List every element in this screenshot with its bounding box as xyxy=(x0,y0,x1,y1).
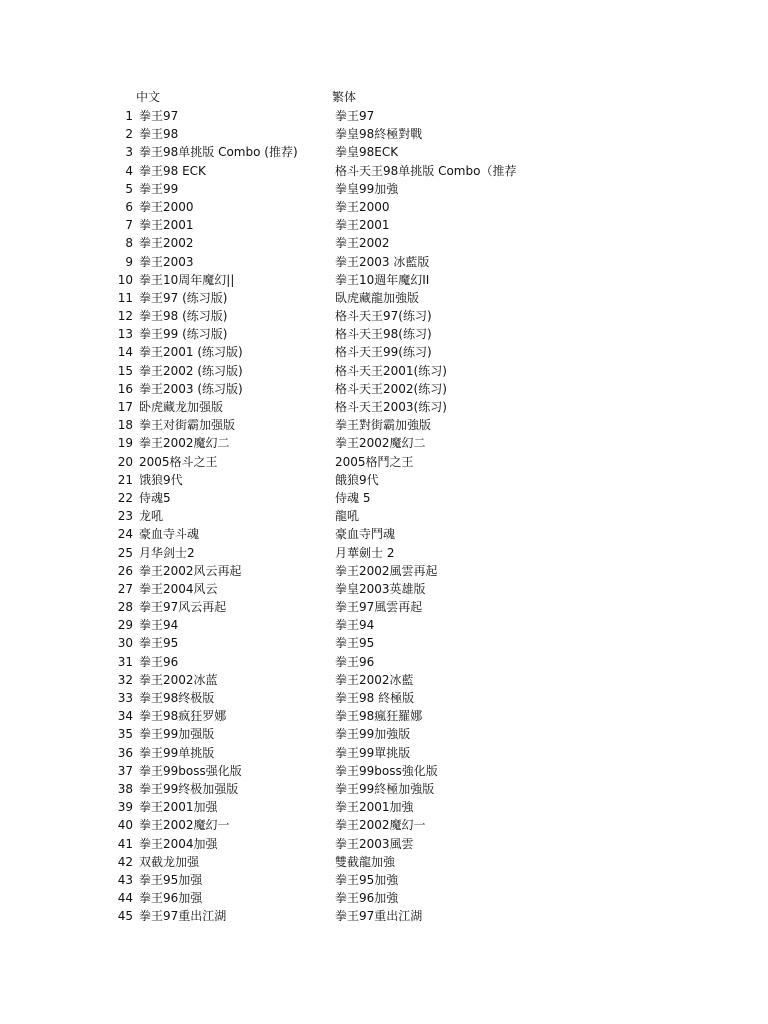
table-row xyxy=(0,562,768,580)
row-number: 14 xyxy=(117,345,133,360)
traditional-title: 拳皇98ECK xyxy=(335,145,399,160)
simplified-title: 拳王95 xyxy=(139,636,179,651)
simplified-title: 拳王2002风云再起 xyxy=(139,563,242,578)
table-row xyxy=(0,362,768,380)
traditional-title: 拳王95 xyxy=(335,636,375,651)
simplified-title: 拳王98终极版 xyxy=(139,691,215,705)
simplified-title: 拳王2002魔幻一 xyxy=(139,818,230,833)
traditional-title: 拳王2002魔幻一 xyxy=(335,818,426,833)
simplified-title: 拳王97重出江湖 xyxy=(139,909,227,924)
table-row xyxy=(0,453,768,471)
header-traditional: 繁体 xyxy=(332,90,357,104)
table-row xyxy=(0,853,768,871)
row-number: 8 xyxy=(125,236,133,251)
simplified-title: 拳王2003 (练习版) xyxy=(139,381,243,396)
table-row xyxy=(0,616,768,634)
table-row xyxy=(0,416,768,434)
simplified-title: 拳王97 xyxy=(139,109,179,123)
row-number: 24 xyxy=(117,527,133,542)
table-row xyxy=(0,725,768,743)
simplified-title: 拳王2001 xyxy=(139,218,194,233)
simplified-title: 拳王99加强版 xyxy=(139,727,215,742)
game-list xyxy=(0,107,768,925)
row-number: 17 xyxy=(117,400,133,414)
simplified-title: 拳王2004加强 xyxy=(139,836,218,851)
traditional-title: 龍吼 xyxy=(335,509,360,524)
table-row xyxy=(0,507,768,525)
traditional-title: 拳王2003 冰藍版 xyxy=(335,254,430,269)
row-number: 21 xyxy=(117,472,133,487)
traditional-title: 格斗天王98单挑版 Combo（推荐 xyxy=(335,163,517,178)
simplified-title: 拳王2001加强 xyxy=(139,800,218,815)
row-number: 32 xyxy=(117,672,133,687)
row-number: 13 xyxy=(117,327,133,342)
table-row xyxy=(0,707,768,725)
row-number: 11 xyxy=(117,290,133,305)
table-row xyxy=(0,398,768,416)
table-row xyxy=(0,580,768,598)
traditional-title: 拳王97 xyxy=(335,109,375,123)
row-number: 25 xyxy=(117,545,133,560)
table-row xyxy=(0,798,768,816)
traditional-title: 拳王97風雲再起 xyxy=(335,600,423,615)
table-row xyxy=(0,671,768,689)
traditional-title: 拳王2002魔幻二 xyxy=(335,436,426,451)
simplified-title: 双截龙加强 xyxy=(139,854,200,869)
traditional-title: 拳王96加強 xyxy=(335,891,399,906)
row-number: 38 xyxy=(117,781,133,796)
row-number: 4 xyxy=(125,163,133,178)
traditional-title: 拳皇99加強 xyxy=(335,181,399,196)
traditional-title: 拳王2002冰藍 xyxy=(335,672,414,687)
table-row xyxy=(0,816,768,834)
row-number: 19 xyxy=(117,436,133,451)
row-number: 1 xyxy=(125,109,133,123)
table-row xyxy=(0,762,768,780)
traditional-title: 拳王2001 xyxy=(335,218,390,233)
row-number: 20 xyxy=(117,454,133,469)
simplified-title: 拳王96加强 xyxy=(139,891,203,906)
table-row xyxy=(0,434,768,452)
row-number: 7 xyxy=(125,218,133,233)
row-number: 16 xyxy=(117,381,133,396)
table-row xyxy=(0,380,768,398)
traditional-title: 拳王2003風雲 xyxy=(335,836,414,851)
table-row xyxy=(0,907,768,925)
traditional-title: 格斗天王2003(练习) xyxy=(335,400,447,414)
simplified-title: 拳王96 xyxy=(139,654,179,669)
traditional-title: 拳王96 xyxy=(335,654,375,669)
row-number: 45 xyxy=(117,909,133,924)
simplified-title: 月华剑士2 xyxy=(139,545,195,560)
traditional-title: 拳王2002 xyxy=(335,236,390,251)
table-row xyxy=(0,471,768,489)
traditional-title: 豪血寺鬥魂 xyxy=(335,527,396,542)
traditional-title: 格斗天王97(练习) xyxy=(335,309,432,324)
row-number: 26 xyxy=(117,563,133,578)
simplified-title: 拳王对街霸加强版 xyxy=(139,418,236,433)
simplified-title: 拳王98单挑版 Combo (推荐) xyxy=(139,145,298,160)
row-number: 2 xyxy=(125,127,133,142)
table-row xyxy=(0,780,768,798)
row-number: 10 xyxy=(117,272,133,287)
traditional-title: 拳王2001加強 xyxy=(335,800,414,815)
simplified-title: 豪血寺斗魂 xyxy=(139,527,200,542)
table-row xyxy=(0,325,768,343)
traditional-title: 拳王99boss強化版 xyxy=(335,763,438,778)
traditional-title: 雙截龍加強 xyxy=(335,854,396,869)
table-row xyxy=(0,253,768,271)
row-number: 33 xyxy=(117,691,133,705)
row-number: 9 xyxy=(125,254,133,269)
simplified-title: 拳王99 xyxy=(139,181,179,196)
row-number: 22 xyxy=(117,490,133,505)
traditional-title: 拳皇2003英雄版 xyxy=(335,581,426,596)
header-simplified: 中文 xyxy=(136,90,161,104)
row-number: 34 xyxy=(117,709,133,724)
row-number: 30 xyxy=(117,636,133,651)
row-number: 5 xyxy=(125,181,133,196)
traditional-title: 拳皇98終極對戰 xyxy=(335,127,423,142)
table-row xyxy=(0,234,768,252)
table-row xyxy=(0,107,768,125)
traditional-title: 格斗天王2002(练习) xyxy=(335,381,447,396)
table-row xyxy=(0,125,768,143)
row-number: 3 xyxy=(125,145,133,160)
table-row xyxy=(0,198,768,216)
simplified-title: 龙吼 xyxy=(139,509,164,524)
simplified-title: 侍魂5 xyxy=(139,490,171,505)
table-row xyxy=(0,307,768,325)
simplified-title: 拳王99单挑版 xyxy=(139,745,215,760)
simplified-title: 饿狼9代 xyxy=(139,472,183,487)
row-number: 43 xyxy=(117,872,133,887)
row-number: 12 xyxy=(117,309,133,324)
row-number: 36 xyxy=(117,745,133,760)
traditional-title: 拳王99加強版 xyxy=(335,727,411,742)
row-number: 29 xyxy=(117,618,133,633)
traditional-title: 格斗天王98(练习) xyxy=(335,327,432,342)
traditional-title: 拳王99單挑版 xyxy=(335,745,411,760)
simplified-title: 拳王95加强 xyxy=(139,872,203,887)
table-row xyxy=(0,544,768,562)
table-row xyxy=(0,871,768,889)
simplified-title: 拳王98疯狂罗娜 xyxy=(139,709,227,724)
traditional-title: 拳王2002風雲再起 xyxy=(335,563,438,578)
simplified-title: 拳王10周年魔幻|| xyxy=(139,272,235,287)
table-row xyxy=(0,689,768,707)
row-number: 27 xyxy=(117,581,133,596)
traditional-title: 拳王10週年魔幻II xyxy=(335,272,430,287)
simplified-title: 卧虎藏龙加强版 xyxy=(139,400,224,414)
table-row xyxy=(0,889,768,907)
simplified-title: 拳王2002魔幻二 xyxy=(139,436,230,451)
simplified-title: 拳王2002冰蓝 xyxy=(139,672,218,687)
traditional-title: 拳王99終極加強版 xyxy=(335,781,435,796)
simplified-title: 拳王98 (练习版) xyxy=(139,309,228,324)
traditional-title: 拳王98 終極版 xyxy=(335,691,415,705)
traditional-title: 拳王97重出江湖 xyxy=(335,909,423,924)
traditional-title: 格斗天王2001(练习) xyxy=(335,363,447,378)
simplified-title: 拳王2002 xyxy=(139,236,194,251)
table-row xyxy=(0,634,768,652)
table-row xyxy=(0,653,768,671)
row-number: 40 xyxy=(117,818,133,833)
traditional-title: 拳王95加強 xyxy=(335,872,399,887)
simplified-title: 拳王2003 xyxy=(139,254,194,269)
row-number: 28 xyxy=(117,600,133,615)
table-row xyxy=(0,525,768,543)
simplified-title: 拳王2004风云 xyxy=(139,581,218,596)
row-number: 35 xyxy=(117,727,133,742)
simplified-title: 拳王99boss强化版 xyxy=(139,763,242,778)
row-number: 42 xyxy=(117,854,133,869)
row-number: 44 xyxy=(117,891,133,906)
traditional-title: 拳王98瘋狂羅娜 xyxy=(335,709,423,724)
table-row xyxy=(0,343,768,361)
table-row xyxy=(0,143,768,161)
traditional-title: 臥虎藏龍加強版 xyxy=(335,290,420,305)
traditional-title: 月華劍士 2 xyxy=(335,545,395,560)
table-row xyxy=(0,744,768,762)
row-number: 37 xyxy=(117,763,133,778)
row-number: 23 xyxy=(117,509,133,524)
simplified-title: 拳王97风云再起 xyxy=(139,600,227,615)
simplified-title: 拳王2001 (练习版) xyxy=(139,345,243,360)
simplified-title: 拳王2002 (练习版) xyxy=(139,363,243,378)
table-row xyxy=(0,162,768,180)
row-number: 39 xyxy=(117,800,133,815)
simplified-title: 拳王97 (练习版) xyxy=(139,290,228,305)
table-row xyxy=(0,489,768,507)
traditional-title: 侍魂 5 xyxy=(335,490,371,505)
simplified-title: 拳王98 xyxy=(139,127,179,142)
row-number: 15 xyxy=(117,363,133,378)
simplified-title: 拳王94 xyxy=(139,618,179,633)
table-row xyxy=(0,598,768,616)
simplified-title: 拳王99终极加强版 xyxy=(139,781,239,796)
row-number: 6 xyxy=(125,199,133,214)
traditional-title: 格斗天王99(练习) xyxy=(335,345,432,360)
traditional-title: 餓狼9代 xyxy=(335,472,379,487)
simplified-title: 2005格斗之王 xyxy=(139,454,218,469)
table-row xyxy=(0,216,768,234)
simplified-title: 拳王99 (练习版) xyxy=(139,327,228,342)
row-number: 41 xyxy=(117,836,133,851)
traditional-title: 拳王對街霸加強版 xyxy=(335,418,432,433)
table-row xyxy=(0,271,768,289)
row-number: 31 xyxy=(117,654,133,669)
traditional-title: 拳王2000 xyxy=(335,199,390,214)
row-number: 18 xyxy=(117,418,133,433)
simplified-title: 拳王2000 xyxy=(139,199,194,214)
traditional-title: 拳王94 xyxy=(335,618,375,633)
table-row xyxy=(0,289,768,307)
table-row xyxy=(0,180,768,198)
traditional-title: 2005格鬥之王 xyxy=(335,454,414,469)
simplified-title: 拳王98 ECK xyxy=(139,163,206,178)
table-row xyxy=(0,835,768,853)
